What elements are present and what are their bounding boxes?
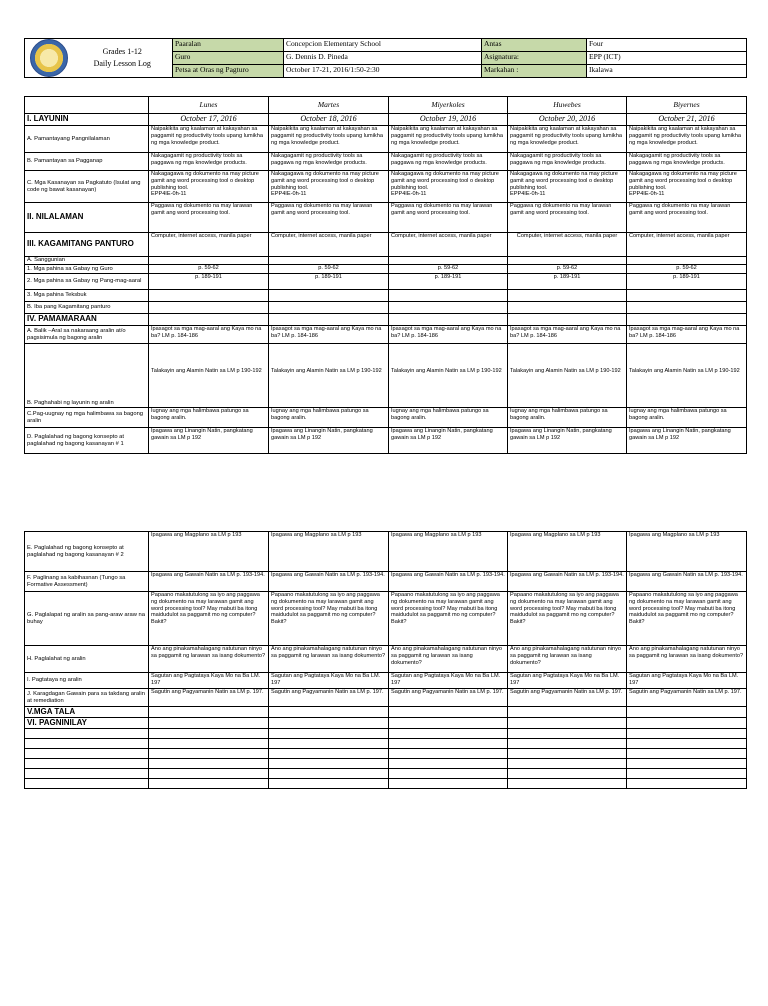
logo-cell xyxy=(25,39,73,78)
cell: Ipagawa ang Gawain Natin sa LM p. 193-194. xyxy=(627,572,747,592)
table-row xyxy=(25,290,747,302)
layunin-row xyxy=(25,114,747,126)
empty-row xyxy=(25,759,747,769)
cell: Ano ang pinakamahalagang natutunan ninyo sa paggamit ng larawan sa isang dokumento? xyxy=(149,646,269,673)
cell: p. 59-62 xyxy=(389,265,508,274)
title-line2: Daily Lesson Log xyxy=(93,59,151,68)
day-martes: Martes xyxy=(269,97,389,114)
cell: Nakagagamit ng productivity tools sa paggawa ng mga knowledge products. xyxy=(627,153,747,171)
table-row xyxy=(25,689,747,707)
table-row xyxy=(25,314,747,326)
cell-text: Talakayin ang Alamin Natin sa LM p 190-192 xyxy=(151,368,262,374)
cell-text: Talakayin ang Alamin Natin sa LM p 190-192 xyxy=(510,368,621,374)
cell: Iugnay ang mga halimbawa patungo sa bagong aralin. xyxy=(149,408,269,428)
title-line1: Grades 1-12 xyxy=(102,47,142,56)
competency-code: EPP4IE-0h-11 xyxy=(151,191,187,198)
cell: Naipakikita ang kaalaman at kakayahan sa paggamit ng productivity tools upang lumikha ng mga knowledge product. xyxy=(389,126,508,153)
row-label: 3. Mga pahina Teksbuk xyxy=(25,290,149,302)
table-row xyxy=(25,646,747,673)
row-label: C.Pag-uugnay ng mga halimbawa sa bagong aralin xyxy=(25,408,149,428)
cell: Naipakikita ang kaalaman at kakayahan sa paggamit ng productivity tools upang lumikha ng mga knowledge product. xyxy=(627,126,747,153)
empty-row xyxy=(25,729,747,739)
cell xyxy=(627,344,747,408)
competency-code: EPP4IE-0h-11 xyxy=(629,191,665,198)
empty-corner xyxy=(25,97,149,114)
cell: Ipagawa ang Gawain Natin sa LM p. 193-194. xyxy=(149,572,269,592)
cell: Ano ang pinakamahalagang natutunan ninyo sa paggamit ng larawan sa isang dokumento? xyxy=(627,646,747,673)
cell-text: Nakagagawa ng dokumento na may picture gamit ang word processing tool o desktop publishing tool. xyxy=(391,171,499,191)
row-label: B. Iba pang Kagamitang panturo xyxy=(25,302,149,314)
cell: Papaano makatutulong sa iyo ang paggawa ng dokumento na may larawan gamit ang word processing tool? May mabuti ba itong maidudulot sa paggamit mo ng computer?Bakit? xyxy=(389,592,508,646)
lesson-log-table-part1 xyxy=(24,96,747,454)
label-paaralan: Paaralan xyxy=(173,39,284,52)
table-row xyxy=(25,673,747,689)
cell: Computer, internet access, manila paper xyxy=(269,233,389,257)
cell: Naipakikita ang kaalaman at kakayahan sa paggamit ng productivity tools upang lumikha ng mga knowledge product. xyxy=(149,126,269,153)
cell: Ipagawa ang Magplano sa LM p 193 xyxy=(627,532,747,572)
label-asignatura: Asignatura: xyxy=(482,52,587,65)
table-row xyxy=(25,428,747,454)
empty-row xyxy=(25,749,747,759)
cell: Ipagawa ang Linangin Natin, pangkatang gawain sa LM p 192 xyxy=(508,428,627,454)
day-miyerkoles: Miyerkoles xyxy=(389,97,508,114)
cell: Iugnay ang mga halimbawa patungo sa bagong aralin. xyxy=(508,408,627,428)
cell: Ipasagot sa mga mag-aaral ang Kaya mo na ba? LM p. 184-186 xyxy=(269,326,389,344)
table-row xyxy=(25,344,747,408)
date-4: October 20, 2016 xyxy=(508,114,627,126)
cell: Sagutan ang Pagtataya Kaya Mo na Ba LM. 197 xyxy=(627,673,747,689)
cell: Papaano makatutulong sa iyo ang paggawa ng dokumento na may larawan gamit ang word processing tool? May mabuti ba itong maidudulot sa paggamit mo ng computer?Bakit? xyxy=(627,592,747,646)
row-label: F. Paglinang sa kabihasnan (Tungo sa Formative Assessment) xyxy=(25,572,149,592)
day-huwebes: Huwebes xyxy=(508,97,627,114)
row-label: E. Paglalahad ng bagong konsepto at paglalahad ng bagong kasanayan # 2 xyxy=(25,532,149,572)
competency-code: EPP4IE-0h-11 xyxy=(510,191,546,198)
cell: Paggawa ng dokumento na may larawan gamit ang word processing tool. xyxy=(149,203,269,233)
cell: Computer, internet access, manila paper xyxy=(389,233,508,257)
deped-seal-icon xyxy=(30,39,68,77)
cell: Ipagawa ang Linangin Natin, pangkatang gawain sa LM p 192 xyxy=(389,428,508,454)
cell: p. 59-62 xyxy=(149,265,269,274)
table-row xyxy=(25,326,747,344)
cell: Papaano makatutulong sa iyo ang paggawa ng dokumento na may larawan gamit ang word processing tool? May mabuti ba itong maidudulot sa paggamit mo ng computer?Bakit? xyxy=(269,592,389,646)
day-biyernes: Biyernes xyxy=(627,97,747,114)
cell: Papaano makatutulong sa iyo ang paggawa ng dokumento na may larawan gamit ang word processing tool? May mabuti ba itong maidudulot sa paggamit mo ng computer?Bakit? xyxy=(508,592,627,646)
day-lunes: Lunes xyxy=(149,97,269,114)
table-row xyxy=(25,532,747,572)
cell xyxy=(627,171,747,203)
section-pamamaraan: IV. PAMAMARAAN xyxy=(25,314,149,326)
section-pagninilay: VI. PAGNINILAY xyxy=(25,718,149,729)
value-markahan: Ikalawa xyxy=(587,65,747,78)
cell: p. 59-62 xyxy=(627,265,747,274)
cell: Sagutan ang Pagtataya Kaya Mo na Ba LM. 197 xyxy=(149,673,269,689)
cell xyxy=(389,171,508,203)
competency-code: EPP4IE-0h-11 xyxy=(391,191,427,198)
row-label: G. Paglalapat ng aralin sa pang-araw araw na buhay xyxy=(25,592,149,646)
cell: Ipasagot sa mga mag-aaral ang Kaya mo na ba? LM p. 184-186 xyxy=(627,326,747,344)
table-row xyxy=(25,265,747,274)
cell: p. 189-191 xyxy=(627,274,747,290)
cell: Paggawa ng dokumento na may larawan gamit ang word processing tool. xyxy=(389,203,508,233)
row-label: J. Karagdagan Gawain para sa takdang aralin at remediation xyxy=(25,689,149,707)
cell xyxy=(149,344,269,408)
value-guro: G. Dennis D. Pineda xyxy=(284,52,482,65)
header-table xyxy=(24,38,747,78)
cell xyxy=(269,344,389,408)
label-markahan: Markahan : xyxy=(482,65,587,78)
cell: Nakagagamit ng productivity tools sa paggawa ng mga knowledge products. xyxy=(149,153,269,171)
value-antas: Four xyxy=(587,39,747,52)
label-petsa: Petsa at Oras ng Pagturo xyxy=(173,65,284,78)
cell: Sagutan ang Pagtataya Kaya Mo na Ba LM. 197 xyxy=(389,673,508,689)
cell: Computer, internet access, manila paper xyxy=(627,233,747,257)
cell: Paggawa ng dokumento na may larawan gamit ang word processing tool. xyxy=(269,203,389,233)
cell: Paggawa ng dokumento na may larawan gamit ang word processing tool. xyxy=(508,203,627,233)
cell: Ipagawa ang Gawain Natin sa LM p. 193-194. xyxy=(269,572,389,592)
table-row xyxy=(25,126,747,153)
cell xyxy=(508,171,627,203)
cell: Ano ang pinakamahalagang natutunan ninyo sa paggamit ng larawan sa isang dokumento? xyxy=(508,646,627,673)
days-row xyxy=(25,97,747,114)
cell: Ipasagot sa mga mag-aaral ang Kaya mo na ba? LM p. 184-186 xyxy=(149,326,269,344)
section-layunin: I. LAYUNIN xyxy=(25,114,149,126)
cell: p. 189-191 xyxy=(508,274,627,290)
cell-text: Nakagagawa ng dokumento na may picture gamit ang word processing tool o desktop publishing tool. xyxy=(271,171,379,191)
cell: Ipasagot sa mga mag-aaral ang Kaya mo na ba? LM p. 184-186 xyxy=(508,326,627,344)
cell: Sagutin ang Pagyamanin Natin sa LM p. 197. xyxy=(508,689,627,707)
title-cell xyxy=(73,39,173,78)
cell: Nakagagamit ng productivity tools sa paggawa ng mga knowledge products. xyxy=(389,153,508,171)
value-asignatura: EPP (ICT) xyxy=(587,52,747,65)
label-guro: Guro xyxy=(173,52,284,65)
section-nilalaman: II. NILALAMAN xyxy=(25,203,149,233)
empty-row xyxy=(25,739,747,749)
cell-text: Talakayin ang Alamin Natin sa LM p 190-192 xyxy=(271,368,382,374)
table-row xyxy=(25,257,747,265)
row-label: A. Sanggunian xyxy=(25,257,149,265)
cell: Computer, internet access, manila paper xyxy=(508,233,627,257)
cell: p. 189-191 xyxy=(269,274,389,290)
cell-text: Talakayin ang Alamin Natin sa LM p 190-192 xyxy=(391,368,502,374)
row-label: A. Balik –Aral sa nakaraang aralin at/o pagsisimula ng bagong aralin xyxy=(25,326,149,344)
table-row xyxy=(25,233,747,257)
row-label: I. Pagtataya ng aralin xyxy=(25,673,149,689)
cell: Ipagawa ang Magplano sa LM p 193 xyxy=(389,532,508,572)
competency-code: EPP4IE-0h-11 xyxy=(271,191,307,198)
cell: p. 59-62 xyxy=(508,265,627,274)
cell: Ipasagot sa mga mag-aaral ang Kaya mo na ba? LM p. 184-186 xyxy=(389,326,508,344)
row-label: C. Mga Kasanayan sa Pagkatuto (Isulat ang code ng bawat kasanayan) xyxy=(25,171,149,203)
cell: Nakagagamit ng productivity tools sa paggawa ng mga knowledge products. xyxy=(508,153,627,171)
cell: Iugnay ang mga halimbawa patungo sa bagong aralin. xyxy=(389,408,508,428)
cell xyxy=(269,171,389,203)
table-row xyxy=(25,572,747,592)
cell: Ipagawa ang Magplano sa LM p 193 xyxy=(508,532,627,572)
cell: Sagutan ang Pagtataya Kaya Mo na Ba LM. 197 xyxy=(508,673,627,689)
section-kagamitan: III. KAGAMITANG PANTURO xyxy=(25,233,149,257)
value-paaralan: Concepcion Elementary School xyxy=(284,39,482,52)
cell: Ipagawa ang Gawain Natin sa LM p. 193-194. xyxy=(389,572,508,592)
label-antas: Antas xyxy=(482,39,587,52)
empty-row xyxy=(25,779,747,789)
table-row xyxy=(25,707,747,718)
cell xyxy=(149,171,269,203)
cell: Ipagawa ang Linangin Natin, pangkatang gawain sa LM p 192 xyxy=(269,428,389,454)
cell: Naipakikita ang kaalaman at kakayahan sa paggamit ng productivity tools upang lumikha ng mga knowledge product. xyxy=(269,126,389,153)
cell: Ipagawa ang Linangin Natin, pangkatang gawain sa LM p 192 xyxy=(627,428,747,454)
cell xyxy=(389,344,508,408)
value-petsa: October 17-21, 2016/1:50-2:30 xyxy=(284,65,482,78)
date-1: October 17, 2016 xyxy=(149,114,269,126)
row-label: B. Paghahabi ng layunin ng aralin xyxy=(25,344,149,408)
cell: Ipagawa ang Magplano sa LM p 193 xyxy=(269,532,389,572)
cell: Ipagawa ang Linangin Natin, pangkatang gawain sa LM p 192 xyxy=(149,428,269,454)
cell: p. 189-191 xyxy=(149,274,269,290)
cell: p. 59-62 xyxy=(269,265,389,274)
table-row xyxy=(25,274,747,290)
cell-text: Nakagagawa ng dokumento na may picture gamit ang word processing tool o desktop publishing tool. xyxy=(510,171,618,191)
table-row xyxy=(25,153,747,171)
row-label: B. Pamantayan sa Pagganap xyxy=(25,153,149,171)
cell: Nakagagamit ng productivity tools sa paggawa ng mga knowledge products. xyxy=(269,153,389,171)
cell: Sagutin ang Pagyamanin Natin sa LM p. 197. xyxy=(627,689,747,707)
row-label: A. Pamantayang Pangnilalaman xyxy=(25,126,149,153)
section-tala: V.MGA TALA xyxy=(25,707,149,718)
cell-text: Talakayin ang Alamin Natin sa LM p 190-192 xyxy=(629,368,740,374)
cell: Iugnay ang mga halimbawa patungo sa bagong aralin. xyxy=(269,408,389,428)
cell: Ano ang pinakamahalagang natutunan ninyo sa paggamit ng larawan sa isang dokumento? xyxy=(269,646,389,673)
cell: Sagutin ang Pagyamanin Natin sa LM p. 197. xyxy=(389,689,508,707)
table-row xyxy=(25,592,747,646)
date-5: October 21, 2016 xyxy=(627,114,747,126)
lesson-log-table-part2 xyxy=(24,531,747,789)
table-row xyxy=(25,302,747,314)
cell: Sagutan ang Pagtataya Kaya Mo na Ba LM. 197 xyxy=(269,673,389,689)
cell: Sagutin ang Pagyamanin Natin sa LM p. 197. xyxy=(149,689,269,707)
cell: Naipakikita ang kaalaman at kakayahan sa paggamit ng productivity tools upang lumikha ng mga knowledge product. xyxy=(508,126,627,153)
cell: Iugnay ang mga halimbawa patungo sa bagong aralin. xyxy=(627,408,747,428)
cell: Papaano makatutulong sa iyo ang paggawa ng dokumento na may larawan gamit ang word processing tool? May mabuti ba itong maidudulot sa paggamit mo ng computer?Bakit? xyxy=(149,592,269,646)
cell: Ipagawa ang Gawain Natin sa LM p. 193-194. xyxy=(508,572,627,592)
row-label: 2. Mga pahina sa Gabay ng Pang-mag-aaral xyxy=(25,274,149,290)
table-row xyxy=(25,171,747,203)
date-2: October 18, 2016 xyxy=(269,114,389,126)
cell-text: Nakagagawa ng dokumento na may picture gamit ang word processing tool o desktop publishing tool. xyxy=(629,171,737,191)
cell: Ano ang pinakamahalagang natutunan ninyo sa paggamit ng larawan sa isang dokumento? xyxy=(389,646,508,673)
cell xyxy=(508,344,627,408)
table-row xyxy=(25,203,747,233)
cell: Ipagawa ang Magplano sa LM p 193 xyxy=(149,532,269,572)
empty-row xyxy=(25,769,747,779)
cell: Paggawa ng dokumento na may larawan gamit ang word processing tool. xyxy=(627,203,747,233)
date-3: October 19, 2016 xyxy=(389,114,508,126)
cell: p. 189-191 xyxy=(389,274,508,290)
cell: Sagutin ang Pagyamanin Natin sa LM p. 197. xyxy=(269,689,389,707)
table-row xyxy=(25,408,747,428)
row-label: H. Paglalahat ng aralin xyxy=(25,646,149,673)
row-label: D. Paglalahad ng bagong konsepto at paglalahad ng bagong kasanayan # 1 xyxy=(25,428,149,454)
cell: Computer, internet access, manila paper xyxy=(149,233,269,257)
table-row xyxy=(25,718,747,729)
cell-text: Nakagagawa ng dokumento na may picture gamit ang word processing tool o desktop publishing tool. xyxy=(151,171,259,191)
row-label: 1. Mga pahina sa Gabay ng Guro xyxy=(25,265,149,274)
